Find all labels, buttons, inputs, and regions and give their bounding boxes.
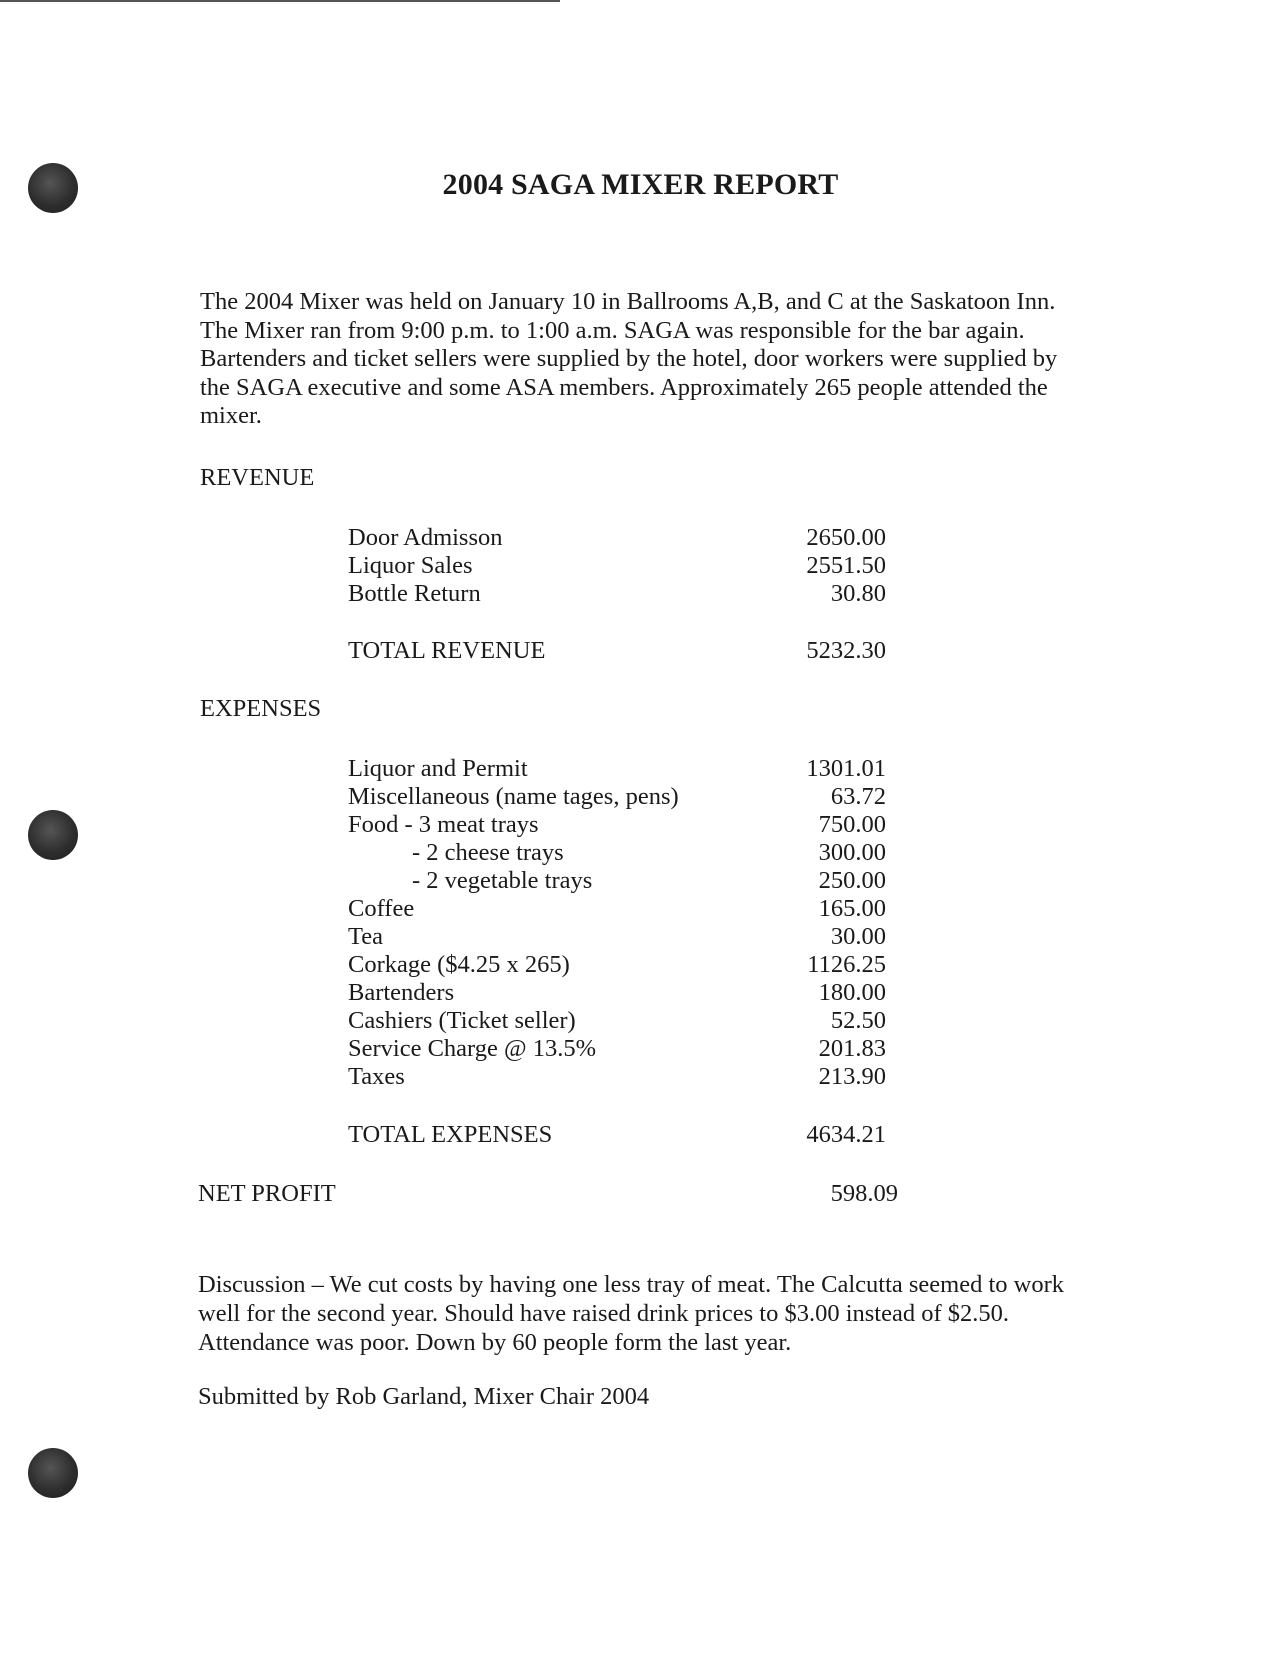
expense-row — [348, 783, 886, 811]
expense-row — [348, 895, 886, 923]
expense-row — [348, 951, 886, 979]
total-expenses-label: TOTAL EXPENSES — [348, 1121, 553, 1148]
discussion-line: Attendance was poor. Down by 60 people form the last year. — [198, 1329, 792, 1356]
expense-row — [348, 839, 886, 867]
expense-label: Bartenders — [348, 979, 455, 1006]
revenue-amount: 30.80 — [830, 580, 886, 607]
expense-label: - 2 cheese trays — [412, 839, 564, 866]
revenue-heading: REVENUE — [200, 464, 315, 491]
punch-hole-bottom — [28, 1448, 78, 1498]
expense-amount: 165.00 — [818, 895, 886, 922]
intro-paragraph — [200, 288, 1110, 431]
net-profit-row — [198, 1180, 898, 1210]
expense-label: Taxes — [348, 1063, 405, 1090]
expense-amount: 63.72 — [830, 783, 886, 810]
revenue-label: Bottle Return — [348, 580, 481, 607]
report-title: 2004 SAGA MIXER REPORT — [442, 168, 839, 201]
expense-label: Liquor and Permit — [348, 755, 528, 782]
expense-label: Cashiers (Ticket seller) — [348, 1007, 576, 1034]
expense-label: Corkage ($4.25 x 265) — [348, 951, 570, 978]
total-expenses-amount: 4634.21 — [806, 1121, 886, 1148]
expense-label: Service Charge @ 13.5% — [348, 1035, 596, 1062]
expense-amount: 180.00 — [818, 979, 886, 1006]
net-profit-amount: 598.09 — [830, 1180, 898, 1207]
expense-row — [348, 923, 886, 951]
intro-line: The Mixer ran from 9:00 p.m. to 1:00 a.m. SAGA was responsible for the bar again. — [200, 316, 1025, 344]
expense-row — [348, 979, 886, 1007]
intro-line: The 2004 Mixer was held on January 10 in Ballrooms A,B, and C at the Saskatoon Inn. — [200, 288, 1056, 315]
discussion-line: Discussion – We cut costs by having one less tray of meat. The Calcutta seemed to work — [198, 1271, 1065, 1298]
expense-amount: 52.50 — [830, 1007, 886, 1034]
expense-amount: 30.00 — [830, 923, 886, 950]
intro-line: Bartenders and ticket sellers were supplied by the hotel, door workers were supplied by — [200, 345, 1058, 372]
expense-amount: 300.00 — [818, 839, 886, 866]
expense-amount: 750.00 — [818, 811, 886, 838]
total-revenue-label: TOTAL REVENUE — [348, 637, 546, 664]
expense-amount: 1301.01 — [806, 755, 886, 782]
expense-amount: 1126.25 — [807, 951, 886, 978]
expense-row — [348, 1007, 886, 1035]
total-expenses-row — [348, 1121, 886, 1149]
total-revenue-row — [348, 637, 886, 665]
revenue-amount: 2650.00 — [806, 524, 886, 551]
submitted-by: Submitted by Rob Garland, Mixer Chair 2004 — [198, 1383, 650, 1410]
expense-label: - 2 vegetable trays — [412, 867, 593, 894]
intro-line: mixer. — [200, 402, 262, 429]
revenue-amount: 2551.50 — [806, 552, 886, 579]
punch-hole-middle — [28, 810, 78, 860]
expense-label: Miscellaneous (name tages, pens) — [348, 783, 679, 810]
scan-edge-line — [0, 0, 560, 2]
expense-amount: 201.83 — [818, 1035, 886, 1062]
revenue-row — [348, 552, 886, 580]
revenue-row — [348, 580, 886, 608]
total-revenue-amount: 5232.30 — [806, 637, 886, 664]
expense-row — [348, 1063, 886, 1091]
expense-label: Tea — [348, 923, 384, 950]
expense-row — [348, 811, 886, 839]
expense-row — [348, 755, 886, 783]
expense-label: Food - 3 meat trays — [348, 811, 539, 838]
expense-row — [348, 1035, 886, 1063]
net-profit-label: NET PROFIT — [198, 1180, 336, 1207]
expense-label: Coffee — [348, 895, 415, 922]
intro-line: the SAGA executive and some ASA members. Approximately 265 people attended the — [200, 373, 1048, 401]
expense-row — [348, 867, 886, 895]
discussion-paragraph — [198, 1270, 1118, 1357]
expense-amount: 213.90 — [818, 1063, 886, 1090]
revenue-label: Liquor Sales — [348, 552, 473, 579]
expense-amount: 250.00 — [818, 867, 886, 894]
expenses-heading: EXPENSES — [200, 695, 322, 722]
discussion-line: well for the second year. Should have raised drink prices to $3.00 instead of $2.50. — [198, 1300, 1010, 1327]
revenue-row — [348, 524, 886, 552]
revenue-label: Door Admisson — [348, 524, 503, 551]
